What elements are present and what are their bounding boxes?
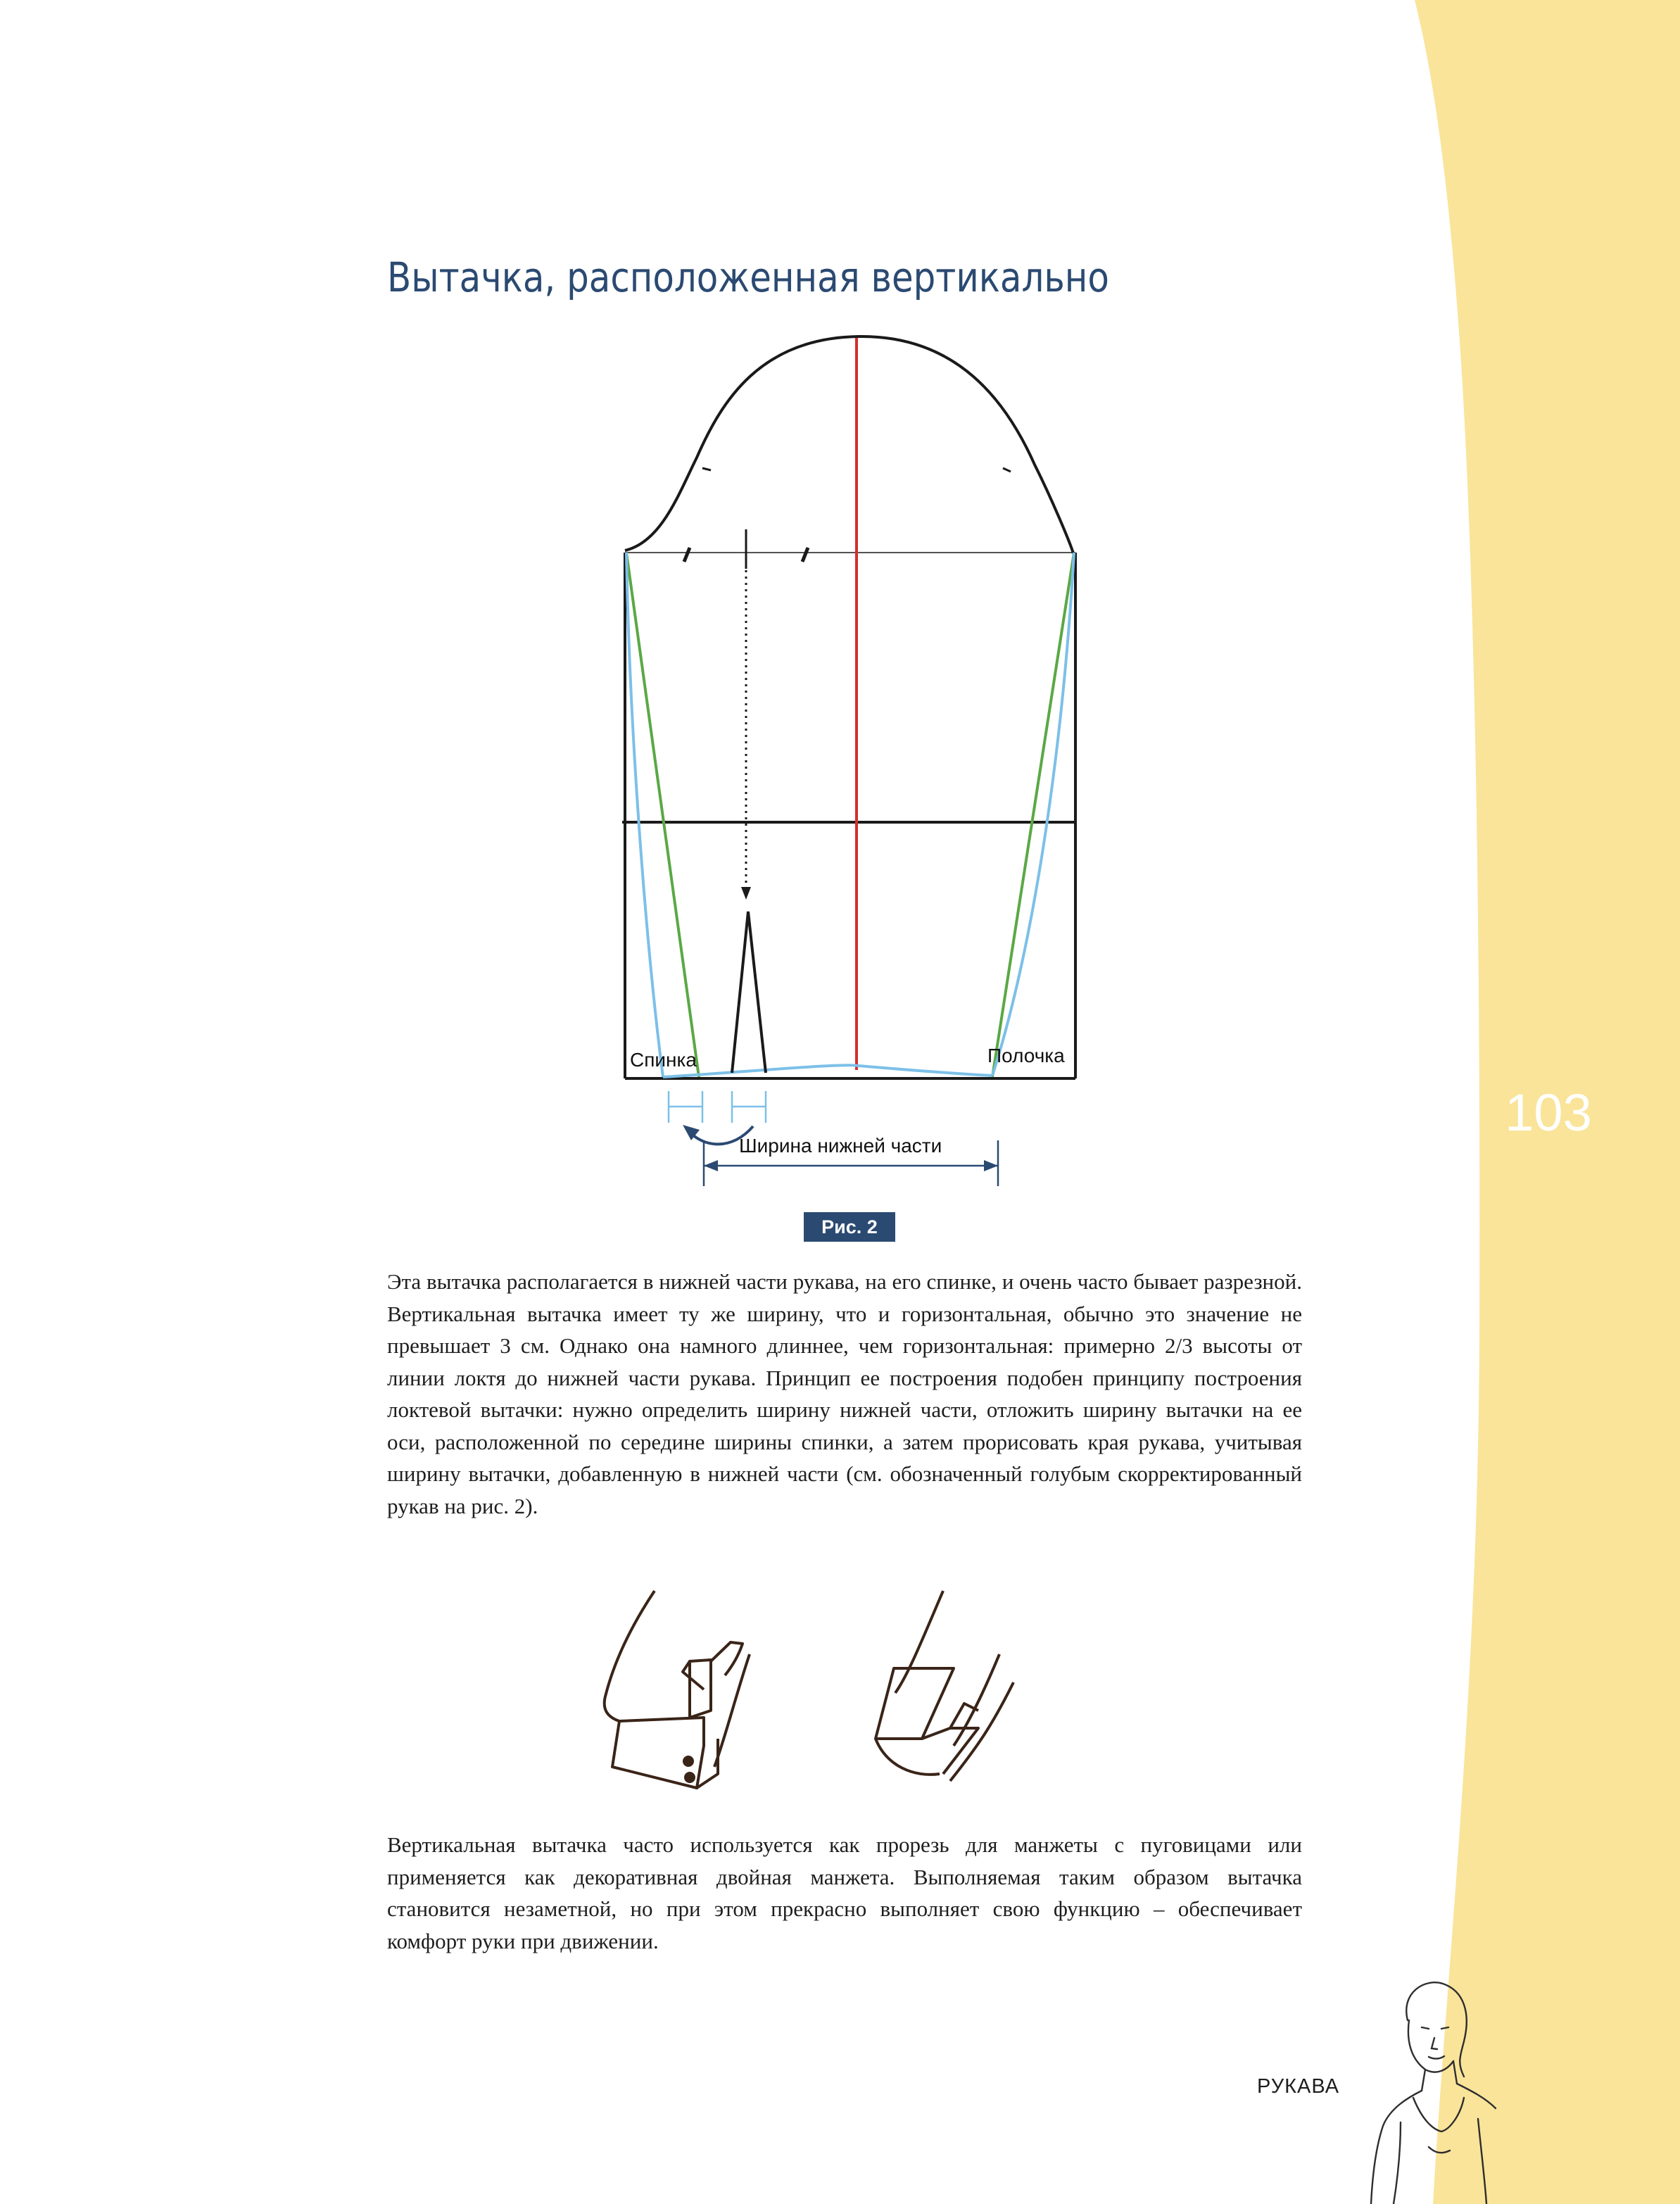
label-back-piece: Спинка xyxy=(630,1049,697,1071)
biceps-notch-1 xyxy=(684,548,690,562)
width-dimension-arrow-right xyxy=(984,1160,998,1171)
cap-notch-right xyxy=(1003,468,1011,472)
original-sleeve-side-front xyxy=(992,553,1074,1077)
cap-notch-left xyxy=(702,468,711,470)
dart-axis-arrowhead xyxy=(741,887,751,900)
body-paragraph-2: Вертикальная вытачка часто используется как прорезь для манжеты с пуговицами или применяется как декоративная двойная манжета. Выполняемая таким образом вытачка становится незаметной, но при этом прекрасно выполняет свою функцию – обеспечивает комфорт руки при движении. xyxy=(387,1832,1302,1953)
corrected-sleeve-hem xyxy=(663,1065,992,1077)
sleeve-cap-curve xyxy=(625,336,1073,553)
page-title: Вытачка, расположенная вертикально xyxy=(387,253,1109,301)
label-bottom-width: Ширина нижней части xyxy=(739,1135,942,1157)
double-cuff-illustration xyxy=(876,1591,1013,1781)
corrected-sleeve-back-side xyxy=(626,553,663,1077)
cuff-with-buttons-illustration xyxy=(605,1591,750,1788)
width-dimension-arrow-left xyxy=(704,1160,718,1171)
vertical-dart xyxy=(732,912,766,1073)
body-paragraph-1: Эта вытачка располагается в нижней части рукава, на его спинке, и очень часто бывает разрезной. Вертикальная вытачка имеет ту же ширину, что и горизонтальная, обычно это значение не превышает 3 см. Однако она намного длиннее, чем горизонтальная: примерно 2/3 высоты от линии локтя до нижней части рукава. Принцип ее построения подобен принципу построения локтевой вытачки: нужно определить ширину нижней части, отложить ширину вытачки на ее оси, расположенной по середине ширины спинки, а затем прорисовать края рукава, учитывая ширину вытачки, добавленную в нижней части (см. обозначенный голубым скорректированный рукав на рис. 2). xyxy=(387,1269,1302,1518)
cuff-illustrations xyxy=(584,1577,1091,1809)
page-number: 103 xyxy=(1505,1083,1592,1142)
label-front-piece: Полочка xyxy=(987,1045,1065,1066)
woman-sketch-illustration xyxy=(1358,1978,1499,2204)
figure-caption-badge: Рис. 2 xyxy=(804,1212,895,1242)
section-running-footer: РУКАВА xyxy=(1257,2075,1340,2098)
biceps-notch-2 xyxy=(802,548,808,562)
